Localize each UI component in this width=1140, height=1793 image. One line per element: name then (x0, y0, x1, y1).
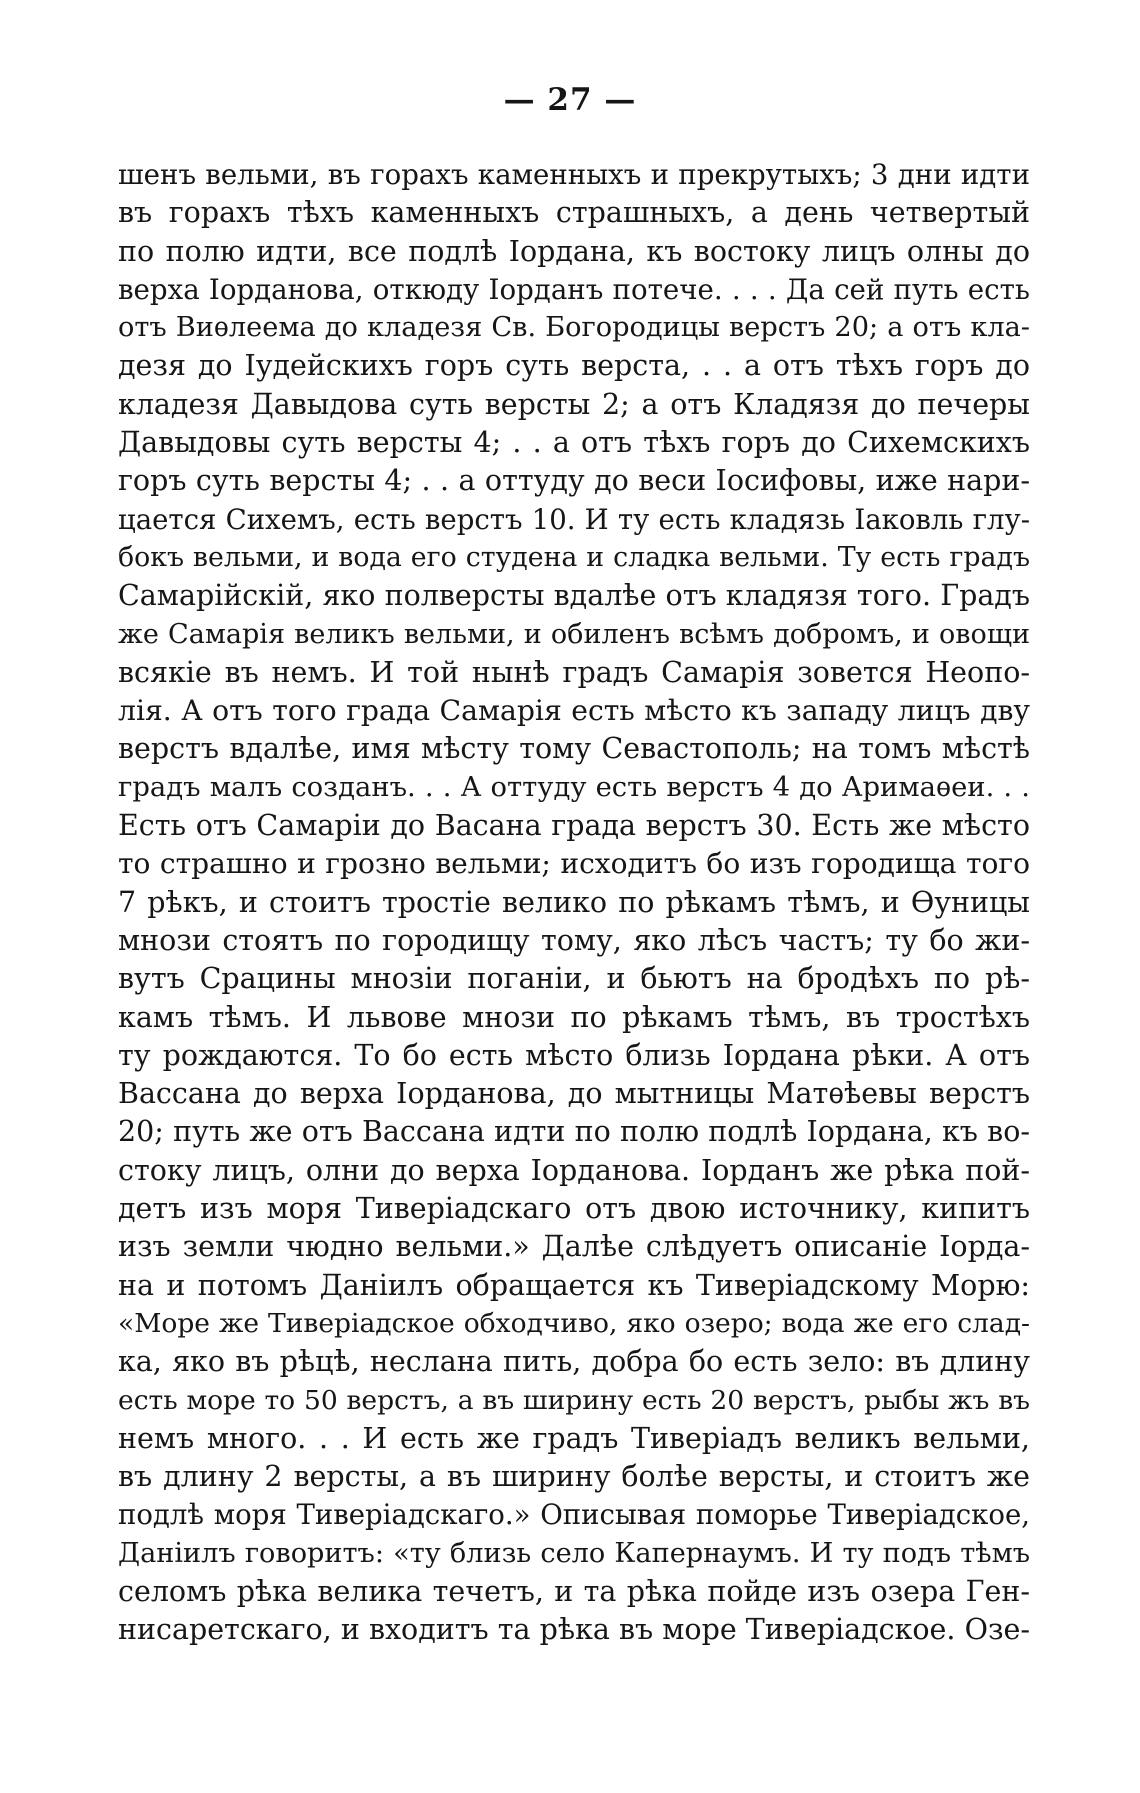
text-line: 20; путь же отъ Вассана идти по полю подлѣ Іордана, къ во- (118, 1115, 1030, 1149)
text-line: въ горахъ тѣхъ каменныхъ страшныхъ, а день четвертый (118, 196, 1030, 230)
text-line: подлѣ моря Тиверіадскаго.» Описывая поморье Тиверіадское, (118, 1499, 1030, 1532)
page-number: — 27 — (503, 82, 637, 118)
text-line: «Море же Тиверіадское обходчиво, яко озеро; вода же его слад- (118, 1307, 1030, 1339)
text-line: кладезя Давыдова суть версты 2; а отъ Кладязя до печеры (118, 387, 1030, 421)
text-line: селомъ рѣка велика течетъ, и та рѣка пойде изъ озера Ген- (118, 1574, 1030, 1608)
text-line: немъ много. . . И есть же градъ Тиверіадъ великъ вельми, (118, 1421, 1030, 1455)
text-line: Даніилъ говоритъ: «ту близь село Капернаумъ. И ту подъ тѣмъ (118, 1537, 1030, 1569)
text-line: 7 рѣкъ, и стоитъ тростіе велико по рѣкамъ тѣмъ, и Ѳуницы (118, 885, 1030, 919)
text-line: верстъ вдалѣе, имя мѣсту тому Севастополь; на томъ мѣстѣ (118, 732, 1030, 766)
text-line: отъ Виѳлеема до кладезя Св. Богородицы верстъ 20; а отъ кла- (118, 312, 1030, 344)
text-line: стоку лицъ, олни до верха Іорданова. Іорданъ же рѣка пой- (118, 1153, 1030, 1187)
body-text (118, 156, 1030, 1650)
text-line: детъ изъ моря Тиверіадскаго отъ двою источнику, кипитъ (118, 1192, 1030, 1226)
text-line: ту рождаются. То бо есть мѣсто близь Іордана рѣки. А отъ (118, 1038, 1030, 1072)
text-line: Есть отъ Самаріи до Васана града верстъ 30. Есть же мѣсто (118, 809, 1030, 843)
text-line: дезя до Іудейскихъ горъ суть верста, . . а отъ тѣхъ горъ до (118, 349, 1030, 383)
text-line: то страшно и грозно вельми; исходитъ бо изъ городища того (118, 847, 1030, 881)
text-line: бокъ вельми, и вода его студена и сладка вельми. Ту есть градъ (118, 541, 1030, 573)
text-line: верха Іорданова, откюду Іорданъ потече. . . . Да сей путь есть (118, 272, 1030, 306)
text-line: Самарійскій, яко полверсты вдалѣе отъ кладязя того. Градъ (118, 579, 1030, 613)
text-line: камъ тѣмъ. И львове мнози по рѣкамъ тѣмъ, въ тростѣхъ (118, 1000, 1030, 1034)
text-line: въ длину 2 версты, а въ ширину болѣе версты, и стоитъ же (118, 1460, 1030, 1494)
text-line: же Самарія великъ вельми, и обиленъ всѣмъ добромъ, и овощи (118, 618, 1030, 650)
text-line: нисаретскаго, и входитъ та рѣка въ море Тиверіадское. Озе- (118, 1613, 1030, 1647)
text-line: ка, яко въ рѣцѣ, неслана пить, добра бо есть зело: въ длину (118, 1345, 1030, 1379)
text-line: цается Сихемъ, есть верстъ 10. И ту есть кладязь Іаковль глу- (118, 503, 1030, 536)
text-line: Давыдовы суть версты 4; . . а отъ тѣхъ горъ до Сихемскихъ (118, 426, 1030, 460)
text-line: по полю идти, все подлѣ Іордана, къ востоку лицъ олны до (118, 234, 1030, 268)
text-line: градъ малъ созданъ. . . А оттуду есть верстъ 4 до Аримаѳеи. . . (118, 771, 1030, 803)
text-line: изъ земли чюдно вельми.» Далѣе слѣдуетъ описаніе Іорда- (118, 1230, 1030, 1264)
text-line: шенъ вельми, въ горахъ каменныхъ и прекрутыхъ; 3 дни идти (118, 158, 1030, 191)
text-line: Вассана до верха Іорданова, до мытницы Матѳѣевы верстъ (118, 1077, 1030, 1111)
text-line: всякіе въ немъ. И той нынѣ градъ Самарія зовется Неопо- (118, 655, 1030, 689)
text-line: лія. А отъ того града Самарія есть мѣсто къ западу лицъ дву (118, 694, 1030, 728)
text-line: на и потомъ Даніилъ обращается къ Тиверіадскому Морю: (118, 1268, 1030, 1302)
text-line: вутъ Срацины мнозіи поганіи, и бьютъ на бродѣхъ по рѣ- (118, 962, 1030, 996)
text-line: горъ суть версты 4; . . а оттуду до веси Іосифовы, иже нари- (118, 464, 1030, 498)
text-line: мнози стоятъ по городищу тому, яко лѣсъ частъ; ту бо жи- (118, 923, 1030, 957)
text-line: есть море то 50 верстъ, а въ ширину есть 20 верстъ, рыбы жъ въ (118, 1384, 1030, 1416)
